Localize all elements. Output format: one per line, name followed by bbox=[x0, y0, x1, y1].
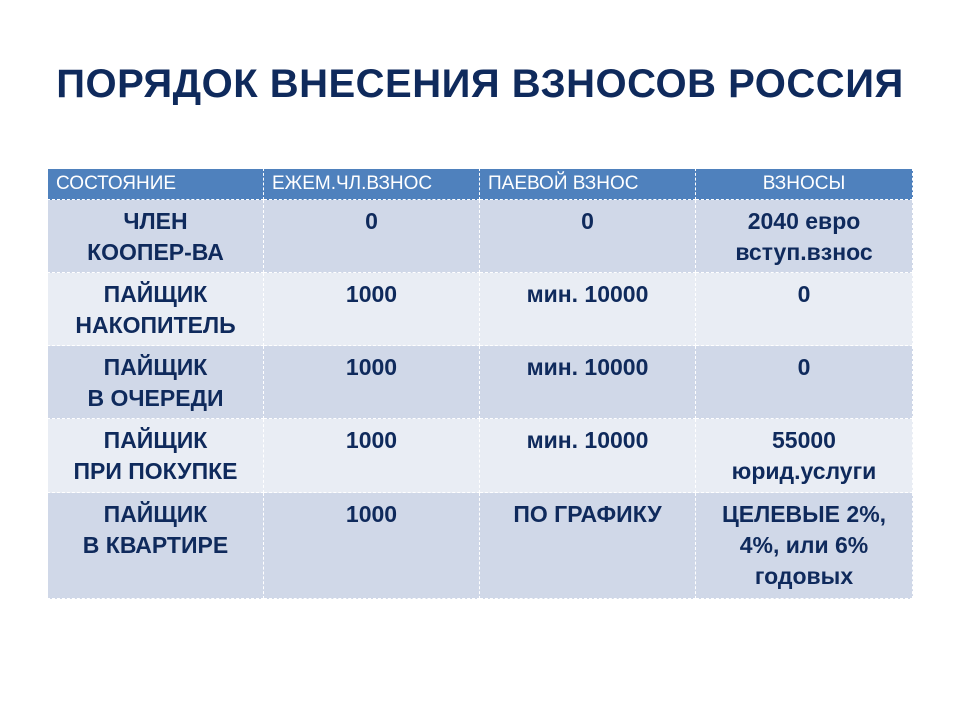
cell-text: мин. 10000 bbox=[526, 281, 649, 307]
table-cell-monthly-fee bbox=[264, 419, 480, 493]
cell-text: 55000 юрид.услуги bbox=[731, 427, 877, 484]
table-cell-status bbox=[48, 419, 264, 493]
cell-text: 0 bbox=[365, 208, 378, 234]
table-cell-status bbox=[48, 273, 264, 346]
table-row bbox=[48, 493, 913, 599]
cell-text: 1000 bbox=[345, 501, 398, 527]
contributions-table bbox=[47, 168, 913, 599]
table-cell-status bbox=[48, 346, 264, 419]
table-cell-share-fee bbox=[480, 200, 696, 273]
cell-text: 0 bbox=[797, 354, 811, 380]
cell-text: 2040 евро вступ.взнос bbox=[735, 208, 873, 265]
cell-text: 1000 bbox=[345, 281, 398, 307]
column-header-status: СОСТОЯНИЕ bbox=[48, 169, 264, 200]
cell-text: ПАЙЩИК НАКОПИТЕЛЬ bbox=[75, 281, 236, 338]
table-cell-fees bbox=[696, 346, 913, 419]
column-header-monthly-fee: ЕЖЕМ.ЧЛ.ВЗНОС bbox=[264, 169, 480, 200]
table-cell-fees bbox=[696, 493, 913, 599]
table-cell-monthly-fee bbox=[264, 493, 480, 599]
cell-text: 0 bbox=[581, 208, 594, 234]
cell-text: мин. 10000 bbox=[526, 354, 649, 380]
table-row bbox=[48, 346, 913, 419]
cell-text: ПАЙЩИК В ОЧЕРЕДИ bbox=[87, 354, 224, 411]
table-cell-fees bbox=[696, 200, 913, 273]
table-cell-status bbox=[48, 493, 264, 599]
table-cell-share-fee bbox=[480, 419, 696, 493]
column-header-share-fee: ПАЕВОЙ ВЗНОС bbox=[480, 169, 696, 200]
cell-text: ЧЛЕН КООПЕР-ВА bbox=[87, 208, 224, 265]
cell-text: 0 bbox=[797, 281, 811, 307]
table-cell-monthly-fee bbox=[264, 200, 480, 273]
cell-text: 1000 bbox=[345, 427, 398, 453]
table-cell-status bbox=[48, 200, 264, 273]
table-row bbox=[48, 200, 913, 273]
cell-text: ЦЕЛЕВЫЕ 2%, 4%, или 6% годовых bbox=[721, 501, 887, 589]
table-cell-share-fee bbox=[480, 346, 696, 419]
cell-text: ПАЙЩИК ПРИ ПОКУПКЕ bbox=[73, 427, 238, 484]
column-header-fees: ВЗНОСЫ bbox=[696, 169, 913, 200]
cell-text: 1000 bbox=[345, 354, 398, 380]
table-row bbox=[48, 273, 913, 346]
table-header-row bbox=[48, 169, 913, 200]
cell-text: ПО ГРАФИКУ bbox=[513, 501, 662, 527]
cell-text: мин. 10000 bbox=[526, 427, 649, 453]
table-cell-fees bbox=[696, 419, 913, 493]
table-cell-share-fee bbox=[480, 273, 696, 346]
slide-title: ПОРЯДОК ВНЕСЕНИЯ ВЗНОСОВ РОССИЯ bbox=[56, 62, 904, 106]
table-cell-monthly-fee bbox=[264, 346, 480, 419]
table-cell-share-fee bbox=[480, 493, 696, 599]
table-cell-monthly-fee bbox=[264, 273, 480, 346]
table-cell-fees bbox=[696, 273, 913, 346]
table-row bbox=[48, 419, 913, 493]
cell-text: ПАЙЩИК В КВАРТИРЕ bbox=[82, 501, 229, 558]
